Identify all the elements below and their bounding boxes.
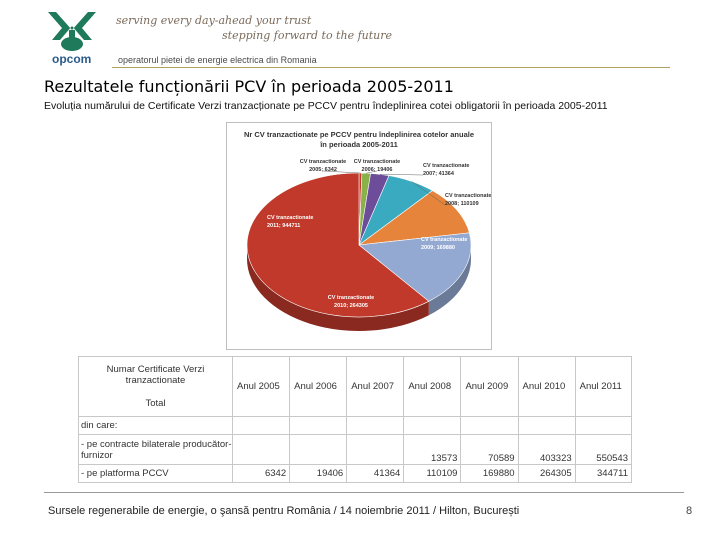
header-divider <box>112 67 670 68</box>
pie-slice-label: 2010; 264305 <box>334 303 368 309</box>
pie-chart-canvas <box>227 123 491 349</box>
table-header-row <box>79 357 632 417</box>
pie-slice-label: 2011; 944711 <box>267 223 301 229</box>
year-header-2007: Anul 2007 <box>347 357 404 417</box>
pie-slice-label: 2007; 41364 <box>423 171 454 177</box>
year-header-2006: Anul 2006 <box>290 357 347 417</box>
pie-slice-label: 2005; 6342 <box>309 167 337 173</box>
footer-divider <box>44 492 684 493</box>
year-header-2010: Anul 2010 <box>518 357 575 417</box>
chart-title-line-2: în perioada 2005-2011 <box>320 140 398 149</box>
pie-slice-label: 2009; 169880 <box>421 245 455 251</box>
slide-title: Rezultatele funcționării PCV în perioada 2005-2011 <box>44 77 454 96</box>
pie-slice-label: CV tranzactionate <box>423 163 470 169</box>
row-label: din care: <box>79 417 233 435</box>
header-tagline: operatorul pietei de energie electrica din Romania <box>118 55 317 65</box>
logo-text: opcom <box>52 52 92 66</box>
table-row: - pe platforma PCCV 6342 19406 41364 110109 169880 264305 344711 <box>79 465 632 483</box>
pie-slice-label: CV tranzactionate <box>267 215 314 221</box>
year-header-2005: Anul 2005 <box>233 357 290 417</box>
footer-text: Sursele regenerabile de energie, o şansă pentru România / 14 noiembrie 2011 / Hilton, București <box>48 505 520 517</box>
slide-subtitle: Evoluția numărului de Certificate Verzi tranzacționate pe PCCV pentru îndeplinirea cotei obligatorii în perioada 2005-2011 <box>44 100 608 112</box>
pie-chart <box>226 122 492 350</box>
year-header-2009: Anul 2009 <box>461 357 518 417</box>
pie-slice-label: CV tranzactionate <box>353 159 401 165</box>
data-table <box>78 356 632 490</box>
slogan-line-1: serving every day-ahead your trust <box>116 14 312 27</box>
table-row: - pe contracte bilaterale producător-furnizor 13573 70589 403323 550543 <box>79 435 632 465</box>
pie-slice-label: CV tranzactionate <box>299 159 347 165</box>
row-label: - pe contracte bilaterale producător-furnizor <box>79 435 233 465</box>
page-number: 8 <box>686 505 693 517</box>
pie-slice-label: CV tranzactionate <box>327 295 375 301</box>
row-label: - pe platforma PCCV <box>79 465 233 483</box>
table-header-label: Numar Certificate Verzi tranzactionate Total <box>79 357 233 417</box>
pie-slice-label: CV tranzactionate <box>421 237 468 243</box>
pie-slice-label: 2006; 19406 <box>361 167 393 173</box>
table-row <box>79 417 632 435</box>
pie-slice-label: CV tranzactionate <box>445 193 491 199</box>
slogan-line-2: stepping forward to the future <box>222 29 393 42</box>
year-header-2011: Anul 2011 <box>575 357 631 417</box>
year-header-2008: Anul 2008 <box>404 357 461 417</box>
pie-slice-label: 2008; 110109 <box>445 201 479 207</box>
chart-title-line-1: Nr CV tranzactionate pe PCCV pentru îndeplinirea cotelor anuale <box>243 130 475 139</box>
